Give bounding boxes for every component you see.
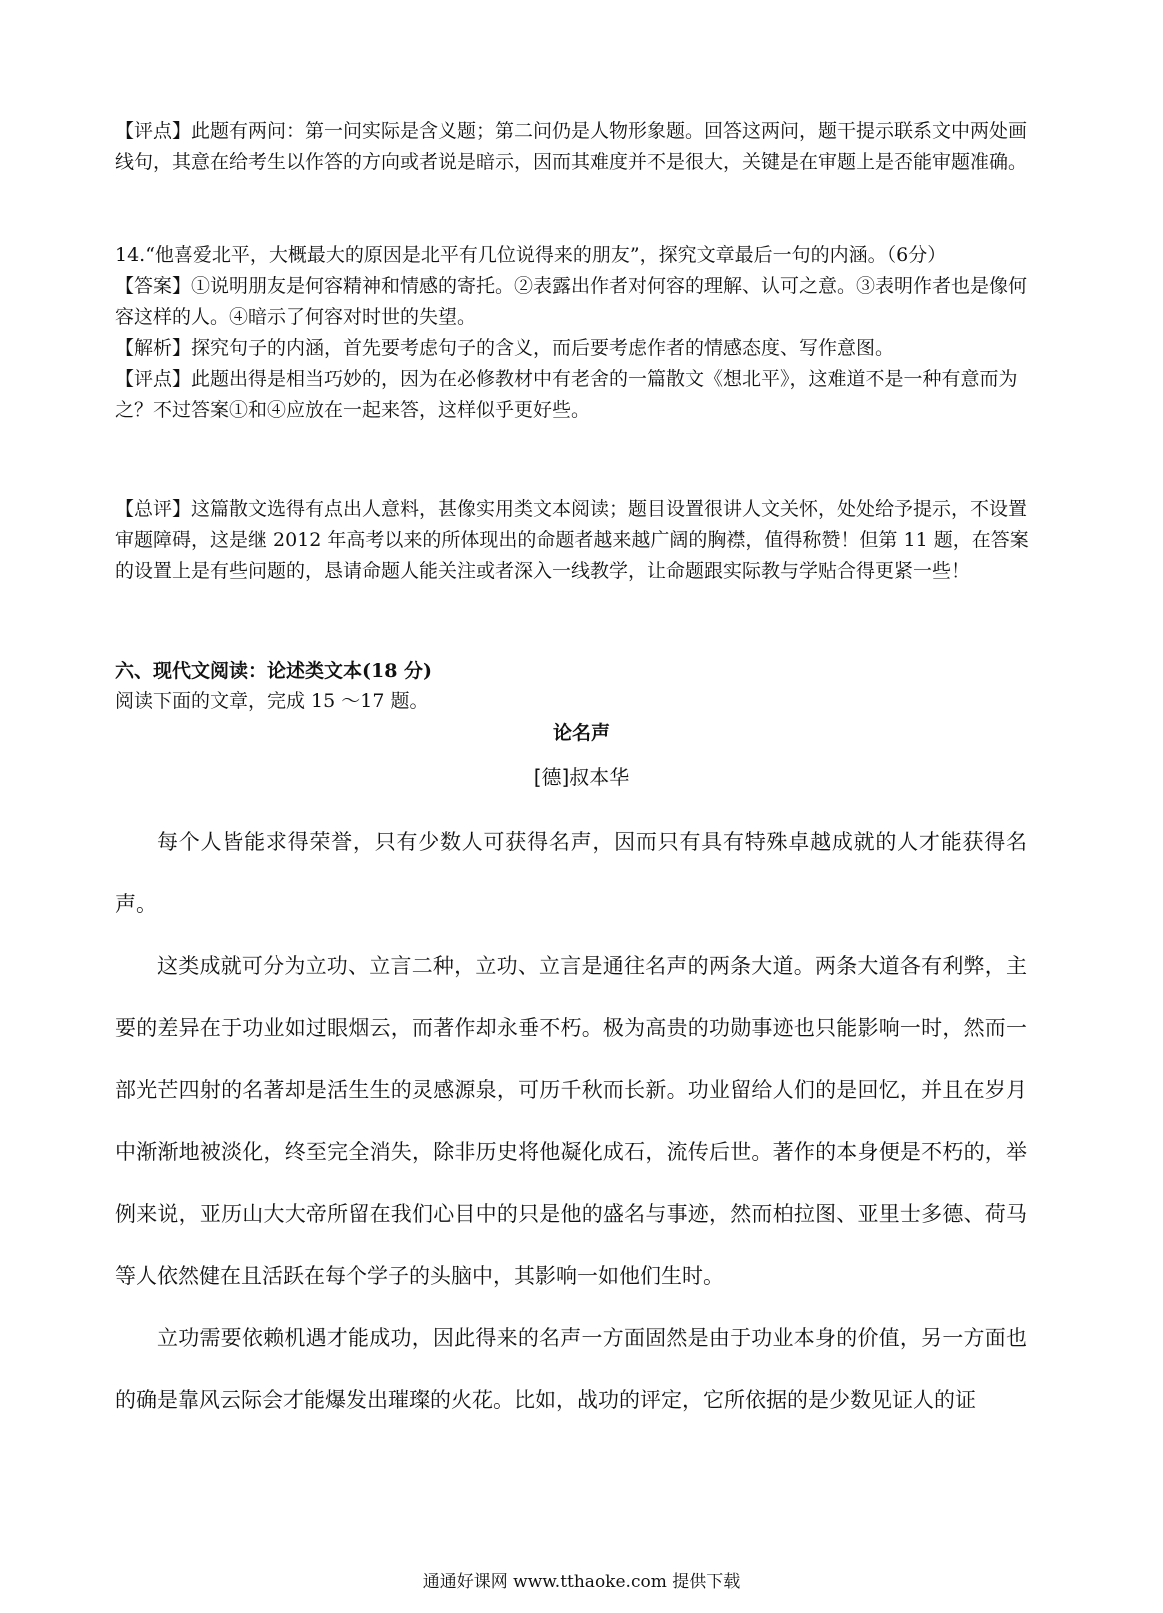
essay-author: [德]叔本华 [533, 765, 630, 789]
comment-13 [115, 116, 1033, 178]
essay-paragraph-3: 立功需要依赖机遇才能成功，因此得来的名声一方面固然是由于功业本身的价值，另一方面也的确是靠风云际会才能爆发出璀璨的火花。比如，战功的评定，它所依据的是少数见证人的证 [115, 1326, 1027, 1412]
question-14-answer: 【答案】①说明朋友是何容精神和情感的寄托。②表露出作者对何容的理解、认可之意。③表明作者也是像何容这样的人。④暗示了何容对时世的失望。 [115, 275, 1028, 328]
essay-title: 论名声 [552, 722, 610, 744]
section-instruction: 阅读下面的文章，完成 15 ～17 题。 [115, 690, 429, 712]
question-14-comment: 【评点】此题出得是相当巧妙的，因为在必修教材中有老舍的一篇散文《想北平》，这难道不是一种有意而为之？不过答案①和④应放在一起来答，这样似乎更好些。 [115, 368, 1018, 421]
essay-paragraph-1: 每个人皆能求得荣誉，只有少数人可获得名声，因而只有具有特殊卓越成就的人才能获得名声。 [115, 830, 1027, 916]
comment-13-text: 【评点】此题有两问：第一问实际是含义题；第二问仍是人物形象题。回答这两问，题干提示联系文中两处画线句，其意在给考生以作答的方向或者说是暗示，因而其难度并不是很大，关键是在审题上是否能审题准确。 [115, 120, 1028, 173]
section-heading: 六、现代文阅读：论述类文本(18 分) [115, 660, 433, 682]
essay-paragraph-2: 这类成就可分为立功、立言二种，立功、立言是通往名声的两条大道。两条大道各有利弊，主要的差异在于功业如过眼烟云，而著作却永垂不朽。极为高贵的功勋事迹也只能影响一时，然而一部光芒四射的名著却是活生生的灵感源泉，可历千秋而长新。功业留给人们的是回忆，并且在岁月中渐渐地被淡化，终至完全消失，除非历史将他凝化成石，流传后世。著作的本身便是不朽的，举例来说，亚历山大大帝所留在我们心目中的只是他的盛名与事迹，然而柏拉图、亚里士多德、荷马等人依然健在且活跃在每个学子的头脑中，其影响一如他们生时。 [115, 954, 1027, 1288]
summary-text: 【总评】这篇散文选得有点出人意料，甚像实用类文本阅读；题目设置很讲人文关怀，处处给予提示，不设置审题障碍，这是继 2012 年高考以来的所体现出的命题者越来越广阔的胸襟，值得称赞！但第 11 题，在答案的设置上是有些问题的，恳请命题人能关注或者深入一线教学，让命题跟实际教与学贴合得更紧一些！ [115, 498, 1029, 582]
question-14 [115, 240, 1033, 426]
page-footer: 通通好课网 www.tthaoke.com 提供下载 [422, 1572, 741, 1592]
question-14-analysis: 【解析】探究句子的内涵，首先要考虑句子的含义，而后要考虑作者的情感态度、写作意图。 [115, 337, 895, 359]
question-14-prompt: 14.“他喜爱北平，大概最大的原因是北平有几位说得来的朋友”，探究文章最后一句的内涵。（6分） [115, 244, 947, 266]
summary [115, 494, 1033, 587]
